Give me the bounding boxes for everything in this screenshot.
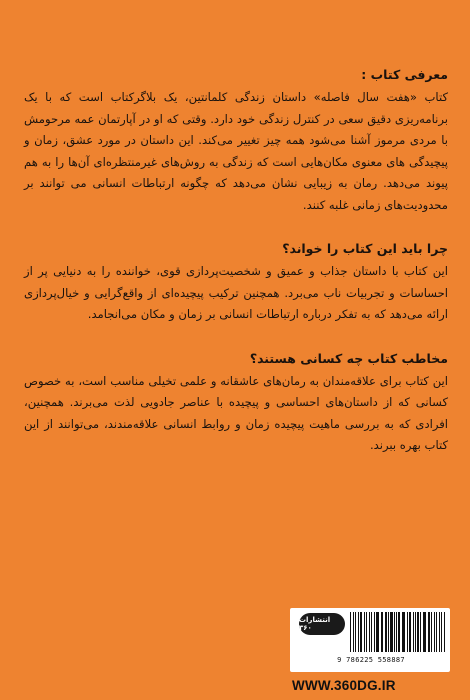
barcode-stripe [423, 612, 424, 652]
barcode-stripe [350, 612, 351, 652]
barcode-stripe [436, 612, 437, 652]
barcode-stripe [439, 612, 440, 652]
barcode-stripe [394, 612, 395, 652]
section-audience [24, 348, 448, 457]
barcode-stripe [371, 612, 372, 652]
barcode-stripe [434, 612, 436, 652]
barcode-stripe [360, 612, 362, 652]
barcode-stripe [364, 612, 365, 652]
barcode-icon [350, 612, 446, 652]
publisher-logo [299, 613, 345, 635]
barcode-stripe [382, 612, 383, 652]
barcode-stripe [431, 612, 432, 652]
section-introduction [24, 64, 448, 216]
barcode-stripe [424, 612, 426, 652]
barcode-stripe [376, 612, 378, 652]
barcode-stripe [396, 612, 397, 652]
section-paragraph: این کتاب با داستان جذاب و عمیق و شخصیت‌پردازی قوی، خواننده را به دنیایی پر از احساسات و تجربیات ناب می‌برد. همچنین ترکیب پیچیده‌ای از واقع‌گرایی و خیال‌پردازی ارائه می‌دهد که به تفکر درباره ارتباطات انسانی بر زمان و مکان می‌انجامد. [24, 264, 448, 321]
section-why-read [24, 238, 448, 326]
barcode-stripe [403, 612, 405, 652]
cover-text [24, 64, 448, 479]
publisher-website: WWW.360DG.IR [292, 678, 396, 693]
barcode-stripe [413, 612, 414, 652]
barcode-stripe [409, 612, 411, 652]
section-paragraph: این کتاب برای علاقه‌مندان به رمان‌های عاشقانه و علمی تخیلی مناسب است، به خصوص کسانی که از داستان‌های احساسی و پیچیده با عناصر جادویی لذت می‌برند. همچنین، افرادی که به بررسی ماهیت پیچیده زمان و روابط انسانی علاقه‌مندند، می‌توانند از این کتاب بهره ببرند. [24, 373, 448, 452]
barcode-stripe [374, 612, 376, 652]
isbn-number: 9 786225 558887 [337, 656, 405, 664]
barcode-stripe [407, 612, 408, 652]
section-paragraph: کتاب «هفت سال فاصله» داستان زندگی کلمانتین، یک بلاگرکتاب است که با یک برنامه‌ریزی دقیق سعی در کنترل زندگی خود دارد. وقتی که او در آپارتمان عمه مرحومش با مردی مرموز آشنا می‌شود همه چیز تغییر می‌کند. این داستان در مورد عشق، زمان و پیچیدگی های معنوی مکان‌هایی است که زندگی به روش‌های غیرمنتظره‌ای آن‌ها را به هم پیوند می‌دهد. رمان به زیبایی نشان می‌دهد که چگونه ارتباطات انسانی می توانند بر محدودیت‌های زمانی غلبه کنند. [24, 90, 448, 212]
publisher-logo-text: انتشارات ۳۶۰ [299, 616, 331, 632]
section-heading: معرفی کتاب : [361, 67, 448, 82]
section-heading: مخاطب کتاب چه کسانی هستند؟ [249, 350, 448, 366]
barcode-stripe [420, 612, 421, 652]
barcode-stripe [355, 612, 356, 652]
barcode-stripe [402, 612, 403, 652]
barcode-stripe [428, 612, 430, 652]
barcode-stripe [388, 612, 389, 652]
barcode-stripe [398, 612, 400, 652]
section-heading: چرا باید این کتاب را خواند؟ [282, 241, 448, 256]
barcode-stripe [381, 612, 382, 652]
barcode-stripe [369, 612, 370, 652]
barcode-stripe [358, 612, 359, 652]
barcode-stripe [417, 612, 419, 652]
barcode-stripe [366, 612, 368, 652]
barcode-stripe [441, 612, 443, 652]
barcode-stripe [415, 612, 416, 652]
barcode-stripe [353, 612, 355, 652]
barcode-stripe [390, 612, 392, 652]
barcode-stripe [444, 612, 445, 652]
barcode-stripe [385, 612, 387, 652]
